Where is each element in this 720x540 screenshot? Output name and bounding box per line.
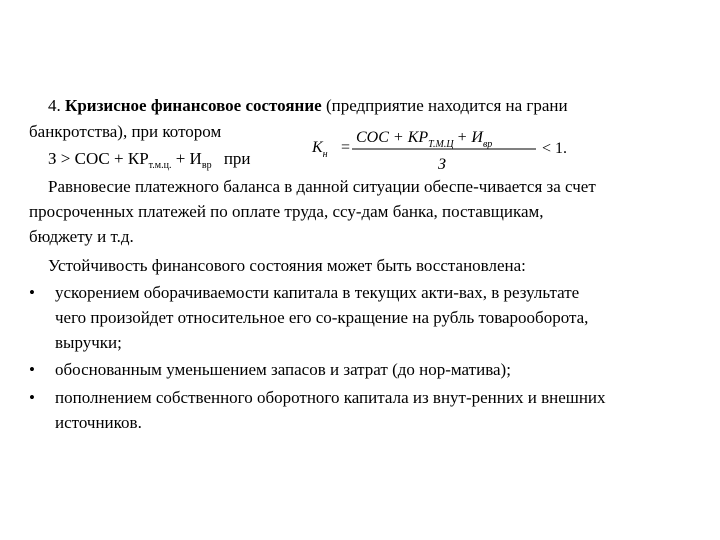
bullet-marker-1: • xyxy=(29,283,35,302)
bullet-2-line-1: обоснованным уменьшением запасов и затрат (до нор-матива); xyxy=(55,360,511,379)
bullet-1-line-1: ускорением оборачиваемости капитала в текущих акти-вах, в результате xyxy=(55,283,580,302)
equilibrium-line-1: Равновесие платежного баланса в данной ситуации обеспе-чивается за счет xyxy=(48,177,596,196)
formula-denominator: З xyxy=(438,156,446,173)
formula-numerator-i-subscript: вр xyxy=(482,139,493,150)
equilibrium-line-2: просроченных платежей по оплате труда, ссу-дам банка, поставщикам, xyxy=(29,202,544,221)
intro-number: 4. xyxy=(48,96,61,115)
equilibrium-line-3: бюджету и т.д. xyxy=(29,227,134,246)
condition-prefix: З > СОС + КР xyxy=(48,149,149,168)
formula-numerator-part-2: + И xyxy=(456,129,483,146)
formula xyxy=(308,122,598,174)
bullet-marker-3: • xyxy=(29,388,35,407)
bullet-3-line-2: источников. xyxy=(55,413,142,432)
condition-line xyxy=(48,149,251,172)
intro-term: Кризисное финансовое состояние xyxy=(65,96,322,115)
condition-i-subscript: вр xyxy=(201,160,212,171)
intro-line-1-rest: (предприятие находится на грани xyxy=(325,96,568,115)
formula-numerator-part-1: СОС + КР xyxy=(356,129,429,146)
bullet-3-line-1: пополнением собственного оборотного капитала из внут-ренних и внешних xyxy=(55,388,606,407)
bullet-1-line-2: чего произойдет относительное его со-кращение на рубль товарооборота, xyxy=(55,308,589,327)
intro-line-1 xyxy=(48,96,568,116)
svg-text:Кн xyxy=(311,139,328,160)
formula-lhs: К xyxy=(312,139,323,156)
intro-line-2: банкротства), при котором xyxy=(29,122,222,141)
formula-rhs: < 1. xyxy=(542,140,568,157)
condition-suffix: при xyxy=(223,149,251,168)
formula-equals: = xyxy=(341,139,351,156)
condition-kr-subscript: т.м.ц. xyxy=(148,160,172,171)
formula-numerator-kr-subscript: Т.М.Ц xyxy=(428,139,454,150)
formula-lhs-subscript: н xyxy=(322,149,328,160)
formula-numerator xyxy=(356,129,492,150)
bullet-1-line-3: выручки; xyxy=(55,333,122,352)
stability-heading: Устойчивость финансового состояния может быть восстановлена: xyxy=(48,256,526,275)
condition-plus: + И xyxy=(175,149,202,168)
bullet-marker-2: • xyxy=(29,360,35,379)
